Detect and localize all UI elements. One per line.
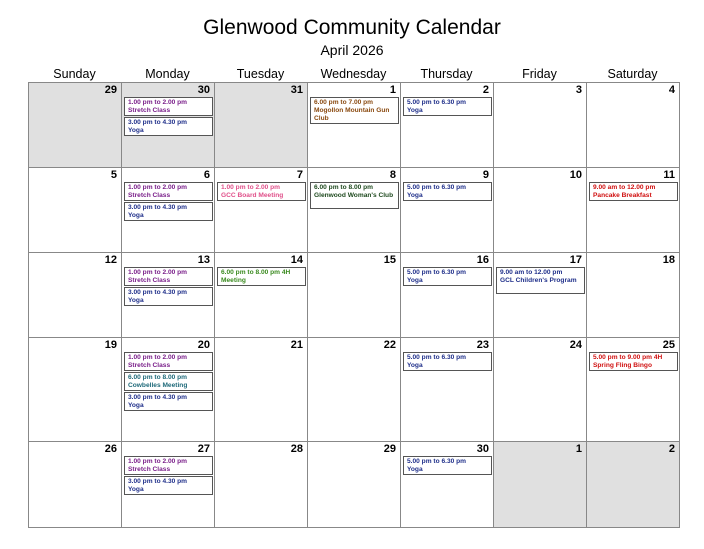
calendar-event[interactable] — [217, 182, 306, 201]
day-number: 15 — [383, 254, 396, 266]
calendar-grid — [28, 82, 680, 528]
calendar-event[interactable] — [124, 287, 213, 306]
calendar-month: April 2026 — [320, 42, 384, 58]
calendar-event[interactable] — [403, 267, 492, 286]
event-time: 6.00 pm to 8.00 pm — [128, 374, 187, 381]
day-cell[interactable] — [214, 167, 307, 252]
event-time: 3.00 pm to 4.30 pm — [128, 289, 187, 296]
day-cell[interactable] — [28, 441, 121, 527]
day-cell[interactable] — [586, 252, 679, 337]
event-time: 6.00 pm to 8.00 pm 4H — [221, 269, 291, 276]
day-header-monday: Monday — [145, 67, 190, 81]
day-cell[interactable] — [400, 337, 493, 441]
day-cell[interactable] — [214, 337, 307, 441]
calendar-event[interactable] — [217, 267, 306, 286]
day-cell[interactable] — [214, 252, 307, 337]
event-title: Yoga — [407, 107, 423, 114]
event-time: 5.00 pm to 6.30 pm — [407, 458, 466, 465]
day-cell[interactable] — [493, 337, 586, 441]
day-header-tuesday: Tuesday — [236, 67, 285, 81]
event-time: 3.00 pm to 4.30 pm — [128, 204, 187, 211]
day-cell[interactable] — [586, 82, 679, 167]
event-title: Stretch Class — [128, 277, 171, 284]
event-time: 5.00 pm to 6.30 pm — [407, 269, 466, 276]
day-number: 6 — [203, 169, 210, 181]
calendar-event[interactable] — [124, 267, 213, 286]
day-number: 18 — [662, 254, 675, 266]
day-number: 2 — [482, 84, 489, 96]
day-number: 1 — [575, 443, 582, 455]
calendar-event[interactable] — [124, 117, 213, 136]
day-cell[interactable] — [28, 167, 121, 252]
day-number: 30 — [197, 84, 210, 96]
event-time: 1.00 pm to 2.00 pm — [128, 99, 187, 106]
event-time: 1.00 pm to 2.00 pm — [128, 458, 187, 465]
day-number: 23 — [476, 339, 489, 351]
calendar-event[interactable] — [310, 97, 399, 124]
event-title: Yoga — [128, 486, 144, 493]
day-cell[interactable] — [586, 167, 679, 252]
day-cell[interactable] — [400, 441, 493, 527]
event-time: 6.00 pm to 8.00 pm — [314, 184, 373, 191]
day-number: 21 — [290, 339, 303, 351]
day-number: 31 — [290, 84, 303, 96]
day-cell[interactable] — [28, 337, 121, 441]
day-number: 19 — [104, 339, 117, 351]
day-number: 4 — [668, 84, 675, 96]
event-time: 1.00 pm to 2.00 pm — [128, 354, 187, 361]
calendar-event[interactable] — [124, 456, 213, 475]
event-title: Yoga — [407, 466, 423, 473]
day-number: 12 — [104, 254, 117, 266]
event-time: 6.00 pm to 7.00 pm — [314, 99, 373, 106]
day-cell[interactable] — [121, 252, 214, 337]
day-number: 7 — [296, 169, 303, 181]
event-title: Yoga — [128, 402, 144, 409]
day-cell[interactable] — [307, 82, 400, 167]
day-number: 28 — [290, 443, 303, 455]
event-title: GCL Children's Program — [500, 277, 577, 284]
day-number: 13 — [197, 254, 210, 266]
event-title: Yoga — [128, 127, 144, 134]
event-time: 3.00 pm to 4.30 pm — [128, 478, 187, 485]
day-cell[interactable] — [28, 82, 121, 167]
day-number: 20 — [197, 339, 210, 351]
day-cell[interactable] — [493, 252, 586, 337]
day-number: 14 — [290, 254, 303, 266]
event-time: 1.00 pm to 2.00 pm — [128, 184, 187, 191]
day-cell[interactable] — [400, 167, 493, 252]
day-number: 29 — [104, 84, 117, 96]
day-number: 24 — [569, 339, 582, 351]
event-time: 9.00 am to 12.00 pm — [500, 269, 563, 276]
day-number: 17 — [569, 254, 582, 266]
calendar-event[interactable] — [124, 392, 213, 411]
event-title: Yoga — [407, 192, 423, 199]
day-cell[interactable] — [400, 82, 493, 167]
day-number: 25 — [662, 339, 675, 351]
event-title: Stretch Class — [128, 192, 171, 199]
day-cell[interactable] — [121, 167, 214, 252]
day-number: 2 — [668, 443, 675, 455]
event-time: 5.00 pm to 9.00 pm 4H — [593, 354, 663, 361]
calendar-event[interactable] — [403, 182, 492, 201]
day-number: 8 — [389, 169, 396, 181]
event-title: Cowbelles Meeting — [128, 382, 188, 389]
event-time: 5.00 pm to 6.30 pm — [407, 184, 466, 191]
event-title: Mogollon Mountain Gun Club — [314, 107, 390, 122]
calendar-event[interactable] — [124, 372, 213, 391]
day-cell[interactable] — [586, 337, 679, 441]
day-number: 29 — [383, 443, 396, 455]
day-number: 1 — [389, 84, 396, 96]
day-number: 26 — [104, 443, 117, 455]
event-title: Meeting — [221, 277, 246, 284]
day-header-wednesday: Wednesday — [320, 67, 387, 81]
calendar-event[interactable] — [589, 182, 678, 201]
event-title: Yoga — [407, 277, 423, 284]
day-cell[interactable] — [121, 82, 214, 167]
calendar-event[interactable] — [403, 97, 492, 116]
calendar-event[interactable] — [124, 202, 213, 221]
day-cell[interactable] — [121, 337, 214, 441]
day-cell[interactable] — [121, 441, 214, 527]
day-number: 10 — [569, 169, 582, 181]
event-title: Yoga — [407, 362, 423, 369]
calendar-event[interactable] — [496, 267, 585, 294]
day-number: 30 — [476, 443, 489, 455]
event-title: Stretch Class — [128, 362, 171, 369]
event-title: Spring Fling Bingo — [593, 362, 652, 369]
event-title: GCC Board Meeting — [221, 192, 284, 199]
calendar-event[interactable] — [124, 352, 213, 371]
event-title: Pancake Breakfast — [593, 192, 652, 199]
day-header-thursday: Thursday — [420, 67, 473, 81]
day-header-sunday: Sunday — [53, 67, 96, 81]
day-number: 11 — [663, 169, 675, 181]
day-cell[interactable] — [214, 82, 307, 167]
event-title: Stretch Class — [128, 466, 171, 473]
day-number: 3 — [575, 84, 582, 96]
day-number: 22 — [383, 339, 396, 351]
day-cell[interactable] — [400, 252, 493, 337]
calendar-event[interactable] — [124, 97, 213, 116]
event-time: 5.00 pm to 6.30 pm — [407, 99, 466, 106]
event-title: Stretch Class — [128, 107, 171, 114]
day-cell[interactable] — [493, 167, 586, 252]
event-time: 1.00 pm to 2.00 pm — [221, 184, 280, 191]
day-cell[interactable] — [307, 252, 400, 337]
event-time: 3.00 pm to 4.30 pm — [128, 119, 187, 126]
day-number: 9 — [482, 169, 489, 181]
day-cell[interactable] — [307, 337, 400, 441]
calendar-event[interactable] — [310, 182, 399, 209]
event-time: 5.00 pm to 6.30 pm — [407, 354, 466, 361]
day-cell[interactable] — [493, 82, 586, 167]
calendar-event[interactable] — [124, 182, 213, 201]
day-cell[interactable] — [493, 441, 586, 527]
event-time: 9.00 am to 12.00 pm — [593, 184, 656, 191]
day-number: 27 — [197, 443, 210, 455]
day-number: 5 — [110, 169, 117, 181]
event-title: Glenwood Woman's Club — [314, 192, 394, 199]
event-title: Yoga — [128, 212, 144, 219]
calendar-event[interactable] — [124, 476, 213, 495]
day-cell[interactable] — [586, 441, 679, 527]
day-header-friday: Friday — [522, 67, 557, 81]
day-cell[interactable] — [307, 167, 400, 252]
calendar-event[interactable] — [403, 456, 492, 475]
calendar-event[interactable] — [589, 352, 678, 371]
day-cell[interactable] — [28, 252, 121, 337]
event-time: 3.00 pm to 4.30 pm — [128, 394, 187, 401]
day-number: 16 — [476, 254, 489, 266]
event-time: 1.00 pm to 2.00 pm — [128, 269, 187, 276]
day-cell[interactable] — [307, 441, 400, 527]
calendar-title: Glenwood Community Calendar — [203, 16, 501, 39]
event-title: Yoga — [128, 297, 144, 304]
day-cell[interactable] — [214, 441, 307, 527]
day-header-saturday: Saturday — [607, 67, 658, 81]
calendar-event[interactable] — [403, 352, 492, 371]
